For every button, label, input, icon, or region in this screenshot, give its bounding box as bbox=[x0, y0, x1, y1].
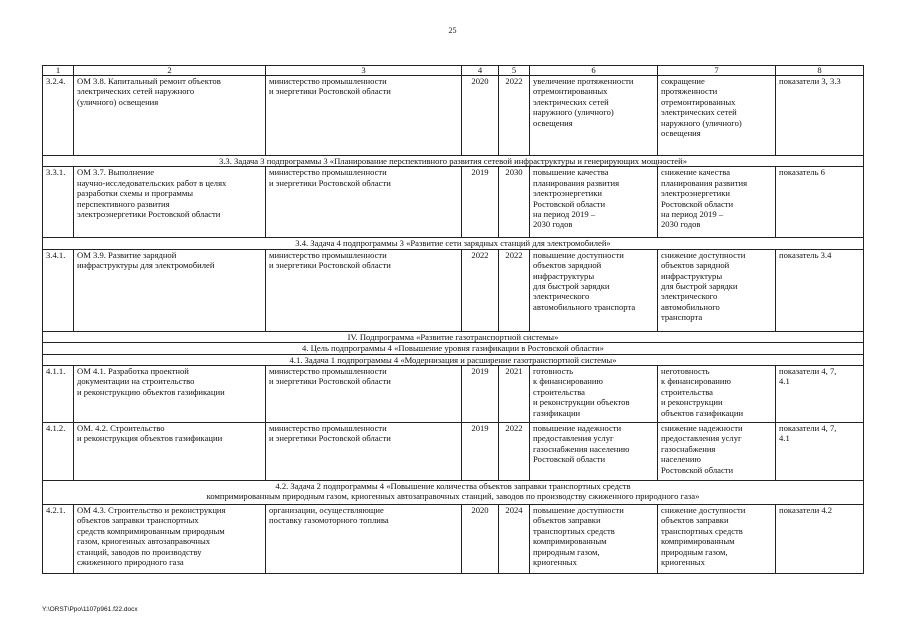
start-year: 2022 bbox=[462, 249, 499, 331]
expected-result: повышение надежности предоставления услуг газоснабжения населению Ростовской области bbox=[530, 423, 658, 481]
expected-result: повышение качества планирования развития электроэнергетики Ростовской области на период 2019 – 2030 годов bbox=[530, 167, 658, 238]
non-implementation-consequence: снижение доступности объектов заправки транспортных средств компримированным природным газом, криогенных bbox=[658, 505, 776, 574]
indicator-link: показатели 4, 7, 4.1 bbox=[776, 366, 864, 423]
section-heading-row bbox=[43, 238, 864, 249]
section-heading: 4.1. Задача 1 подпрограммы 4 «Модернизация и расширение газотранспортной системы» bbox=[43, 354, 864, 365]
executor: министерство промышленности и энергетики Ростовской области bbox=[266, 167, 462, 238]
executor: министерство промышленности и энергетики Ростовской области bbox=[266, 249, 462, 331]
section-heading: 3.3. Задача 3 подпрограммы 3 «Планирование перспективного развития сетевой инфраструктуры и генерирующих мощностей» bbox=[43, 156, 864, 167]
column-number-row bbox=[43, 66, 864, 76]
section-heading: IV. Подпрограмма «Развитие газотранспортной системы» bbox=[43, 331, 864, 342]
table-row bbox=[43, 167, 864, 238]
end-year: 2022 bbox=[499, 423, 530, 481]
start-year: 2020 bbox=[462, 505, 499, 574]
column-header: 3 bbox=[266, 66, 462, 76]
row-number: 4.1.1. bbox=[43, 366, 74, 423]
section-heading: 4.2. Задача 2 подпрограммы 4 «Повышение количества объектов заправки транспортных средств компримированным природным газом, криогенных автозаправочных станций, заводов по производству сжиженного природного газа» bbox=[43, 481, 864, 505]
start-year: 2020 bbox=[462, 76, 499, 156]
measure-name: ОМ 3.7. Выполнение научно-исследовательских работ в целях разработки схемы и программы перспективного развития электроэнергетики Ростовской области bbox=[74, 167, 266, 238]
measure-name: ОМ 3.8. Капитальный ремонт объектов электрических сетей наружного (уличного) освещения bbox=[74, 76, 266, 156]
end-year: 2024 bbox=[499, 505, 530, 574]
executor: министерство промышленности и энергетики Ростовской области bbox=[266, 423, 462, 481]
end-year: 2021 bbox=[499, 366, 530, 423]
section-heading-row bbox=[43, 354, 864, 365]
indicator-link: показатели 4, 7, 4.1 bbox=[776, 423, 864, 481]
row-number: 4.1.2. bbox=[43, 423, 74, 481]
row-number: 3.4.1. bbox=[43, 249, 74, 331]
indicator-link: показатели 3, 3.3 bbox=[776, 76, 864, 156]
expected-result: повышение доступности объектов заправки транспортных средств компримированным природным газом, криогенных bbox=[530, 505, 658, 574]
row-number: 3.3.1. bbox=[43, 167, 74, 238]
table-row bbox=[43, 366, 864, 423]
column-header: 2 bbox=[74, 66, 266, 76]
column-header: 6 bbox=[530, 66, 658, 76]
start-year: 2019 bbox=[462, 423, 499, 481]
executor: министерство промышленности и энергетики Ростовской области bbox=[266, 76, 462, 156]
column-header: 5 bbox=[499, 66, 530, 76]
expected-result: повышение доступности объектов зарядной инфраструктуры для быстрой зарядки электрического автомобильного транспорта bbox=[530, 249, 658, 331]
non-implementation-consequence: снижение надежности предоставления услуг газоснабжения населению Ростовской области bbox=[658, 423, 776, 481]
table-row bbox=[43, 76, 864, 156]
executor: организации, осуществляющие поставку газомоторного топлива bbox=[266, 505, 462, 574]
section-heading-row bbox=[43, 481, 864, 505]
row-number: 4.2.1. bbox=[43, 505, 74, 574]
non-implementation-consequence: снижение доступности объектов зарядной инфраструктуры для быстрой зарядки электрического автомобильного транспорта bbox=[658, 249, 776, 331]
column-header: 4 bbox=[462, 66, 499, 76]
expected-result: готовность к финансированию строительства и реконструкции объектов газификации bbox=[530, 366, 658, 423]
section-heading-row bbox=[43, 331, 864, 342]
indicator-link: показатель 3.4 bbox=[776, 249, 864, 331]
measure-name: ОМ 4.1. Разработка проектной документации на строительство и реконструкцию объектов газификации bbox=[74, 366, 266, 423]
end-year: 2022 bbox=[499, 76, 530, 156]
start-year: 2019 bbox=[462, 167, 499, 238]
section-heading: 3.4. Задача 4 подпрограммы 3 «Развитие сети зарядных станций для электромобилей» bbox=[43, 238, 864, 249]
measure-name: ОМ. 4.2. Строительство и реконструкция объектов газификации bbox=[74, 423, 266, 481]
end-year: 2022 bbox=[499, 249, 530, 331]
table-row bbox=[43, 423, 864, 481]
program-table bbox=[42, 65, 864, 574]
section-heading-row bbox=[43, 343, 864, 354]
executor: министерство промышленности и энергетики Ростовской области bbox=[266, 366, 462, 423]
start-year: 2019 bbox=[462, 366, 499, 423]
page-number: 25 bbox=[448, 26, 457, 35]
section-heading: 4. Цель подпрограммы 4 «Повышение уровня газификации в Ростовской области» bbox=[43, 343, 864, 354]
table-row bbox=[43, 249, 864, 331]
table-row bbox=[43, 505, 864, 574]
column-header: 7 bbox=[658, 66, 776, 76]
non-implementation-consequence: сокращение протяженности отремонтированных электрических сетей наружного (уличного) освещения bbox=[658, 76, 776, 156]
non-implementation-consequence: снижение качества планирования развития электроэнергетики Ростовской области на период 2019 – 2030 годов bbox=[658, 167, 776, 238]
measure-name: ОМ 4.3. Строительство и реконструкция объектов заправки транспортных средств компримированным природным газом, криогенных автозаправочных станций, заводов по производству сжиженного природного газа bbox=[74, 505, 266, 574]
section-heading-row bbox=[43, 156, 864, 167]
end-year: 2030 bbox=[499, 167, 530, 238]
indicator-link: показатели 4.2 bbox=[776, 505, 864, 574]
measure-name: ОМ 3.9. Развитие зарядной инфраструктуры для электромобилей bbox=[74, 249, 266, 331]
expected-result: увеличение протяженности отремонтированных электрических сетей наружного (уличного) освещения bbox=[530, 76, 658, 156]
non-implementation-consequence: неготовность к финансированию строительства и реконструкции объектов газификации bbox=[658, 366, 776, 423]
indicator-link: показатель 6 bbox=[776, 167, 864, 238]
column-header: 8 bbox=[776, 66, 864, 76]
row-number: 3.2.4. bbox=[43, 76, 74, 156]
file-path-footer: Y:\ORST\Ppo\1107p961.f22.docx bbox=[42, 606, 138, 613]
column-header: 1 bbox=[43, 66, 74, 76]
